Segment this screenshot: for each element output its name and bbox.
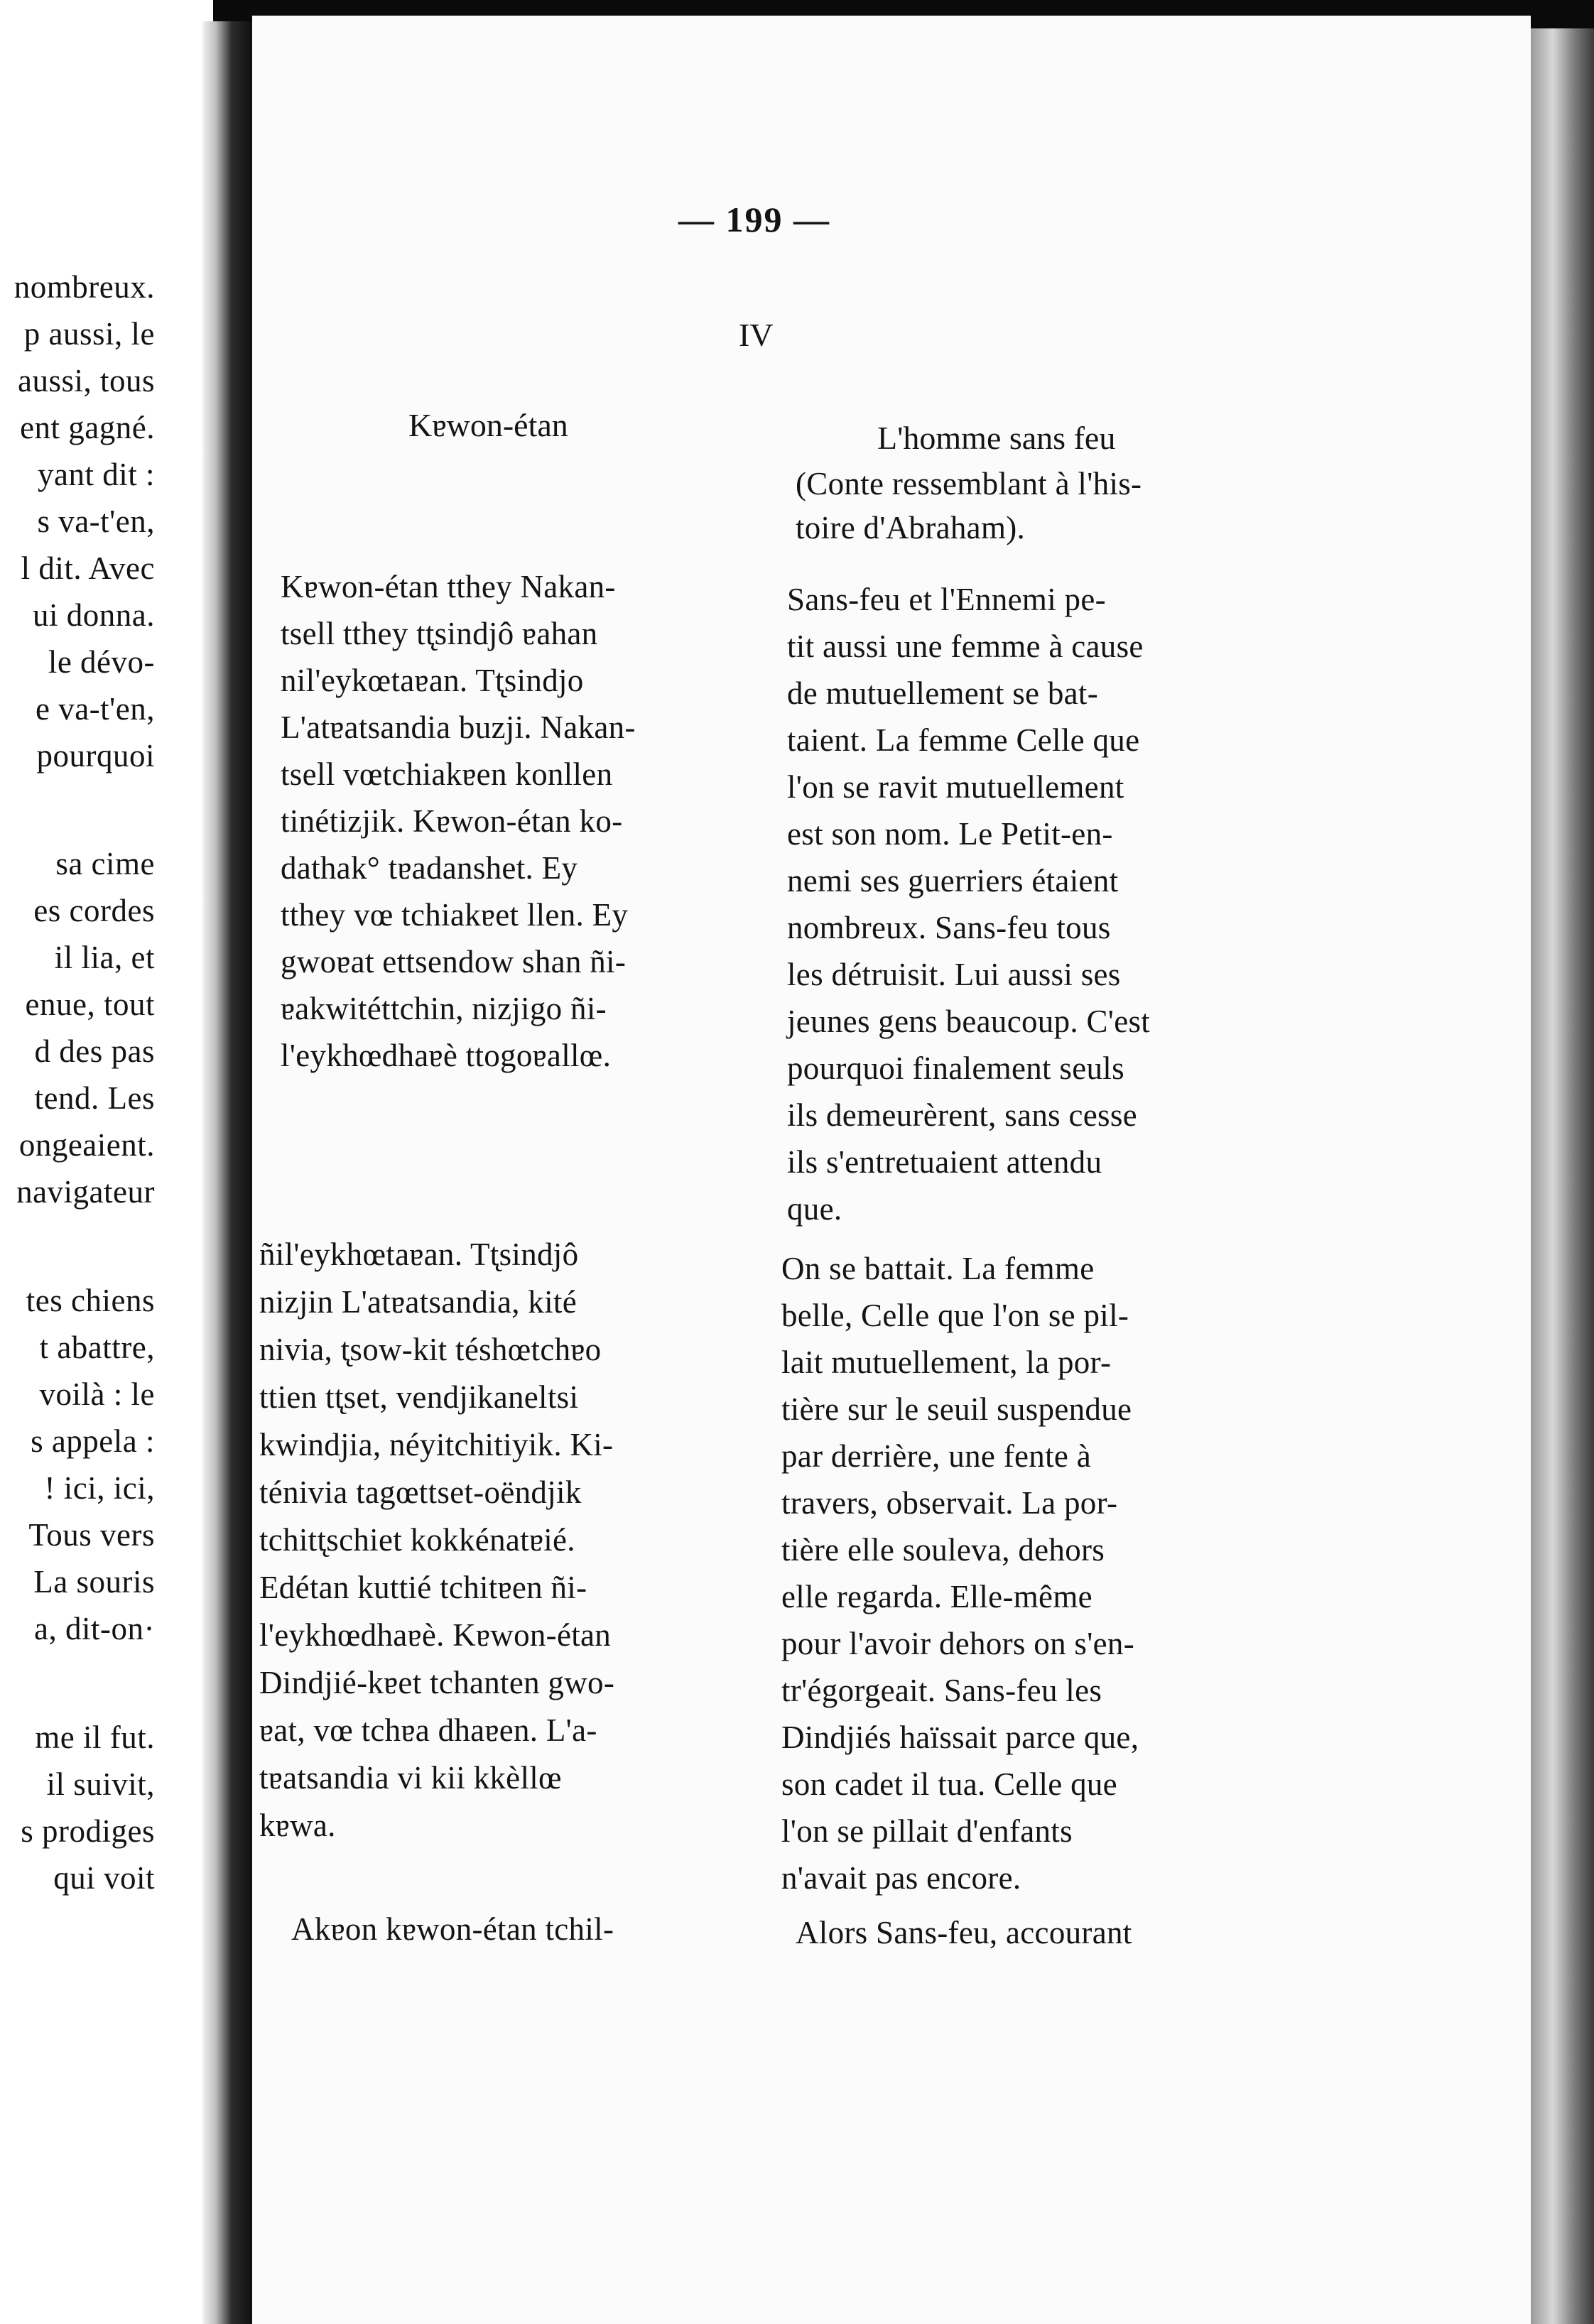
left-page-line: e va-t'en, (35, 691, 155, 727)
left-column-line: Kɐwon-étan tthey Nakan- (281, 569, 616, 604)
left-page-line: a, dit-on· (34, 1611, 155, 1646)
left-column-line: Edétan kuttié tchitɐen ñi- (259, 1570, 587, 1605)
left-column-line: ɐakwitéttchin, nizjigo ñi- (281, 991, 607, 1026)
left-page-line: ent gagné. (20, 410, 155, 445)
left-page-line: ui donna. (33, 597, 155, 633)
left-column-line: nivia, t̨sow-kit téshœtchɐo (259, 1332, 602, 1367)
right-column-line: pour l'avoir dehors on s'en- (781, 1626, 1135, 1661)
right-column-subtitle-line: (Conte ressemblant à l'his- (796, 466, 1142, 501)
right-column-line: travers, observait. La por- (781, 1485, 1118, 1521)
right-column-line: elle regarda. Elle-même (781, 1579, 1093, 1614)
left-page-line: s appela : (31, 1423, 155, 1459)
left-page-line: l dit. Avec (21, 550, 155, 586)
left-column-line: nil'eykœtaɐan. Tt̨sindjo (281, 663, 584, 698)
left-page-line: le dévo- (48, 644, 155, 680)
right-column-line: tit aussi une femme à cause (787, 629, 1144, 664)
right-column-line: lait mutuellement, la por- (781, 1345, 1112, 1380)
right-column-line: l'on se pillait d'enfants (781, 1813, 1073, 1849)
right-column-line: Alors Sans-feu, accourant (796, 1915, 1132, 1950)
left-column-line: ɐat, vœ tchɐa dhaɐen. L'a- (259, 1712, 597, 1748)
left-column-line: ténivia tagœttset-oëndjik (259, 1475, 582, 1510)
page-edge (1531, 28, 1594, 2324)
left-page-line: navigateur (16, 1174, 155, 1210)
left-page-line: sa cime (55, 846, 155, 881)
right-column-line: son cadet il tua. Celle que (781, 1766, 1117, 1802)
left-page-line: ! ici, ici, (44, 1470, 155, 1506)
right-column-title: L'homme sans feu (877, 420, 1116, 456)
left-column-line: tsell vœtchiakɐen konllen (281, 756, 613, 792)
left-page-line: il lia, et (54, 940, 155, 975)
left-page-line: nombreux. (13, 269, 155, 305)
left-column-line: L'atɐatsandia buzji. Nakan- (281, 710, 636, 745)
left-page-line: s va-t'en, (37, 504, 155, 539)
left-column-line: ttien tt̨set, vendjikaneltsi (259, 1379, 579, 1415)
right-column-line: n'avait pas encore. (781, 1860, 1021, 1896)
section-numeral: IV (739, 317, 774, 353)
left-column-line: gwoɐat ettsendow shan ñi- (281, 944, 627, 979)
right-column-line: jeunes gens beaucoup. C'est (787, 1004, 1151, 1039)
left-column-line: tthey vœ tchiakɐet llen. Ey (281, 897, 629, 933)
right-column-line: belle, Celle que l'on se pil- (781, 1298, 1129, 1333)
left-page-line: es cordes (33, 893, 155, 928)
right-column-line: nemi ses guerriers étaient (787, 863, 1119, 898)
left-page-line: d des pas (34, 1033, 155, 1069)
right-column-line: les détruisit. Lui aussi ses (787, 957, 1121, 992)
left-page (0, 0, 213, 2324)
page-number: — 199 — (678, 200, 830, 239)
right-column-line: ils s'entretuaient attendu (787, 1144, 1102, 1180)
left-column-line: kwindjia, néyitchitiyik. Ki- (259, 1427, 614, 1462)
right-column-line: pourquoi finalement seuls (787, 1050, 1124, 1086)
left-column-line: Akɐon kɐwon-étan tchil- (291, 1911, 614, 1947)
left-page-line: aussi, tous (17, 363, 155, 398)
left-column-line: nizjin L'atɐatsandia, kité (259, 1284, 577, 1320)
left-page-line: me il fut. (35, 1720, 155, 1755)
left-page-line: il suivit, (46, 1766, 155, 1802)
left-column-line: l'eykhœdhaɐè. Kɐwon-étan (259, 1617, 612, 1653)
right-column-line: tr'égorgeait. Sans-feu les (781, 1673, 1102, 1708)
right-column-line: que. (787, 1191, 842, 1227)
left-page-line: s prodiges (21, 1813, 155, 1849)
left-page-line: tes chiens (26, 1283, 155, 1318)
left-column-line: tinétizjik. Kɐwon-étan ko- (281, 803, 623, 839)
right-column-line: nombreux. Sans-feu tous (787, 910, 1111, 945)
left-page-line: tend. Les (34, 1080, 155, 1116)
right-column-line: On se battait. La femme (781, 1251, 1095, 1286)
left-column-title: Kɐwon-étan (408, 407, 568, 443)
right-column-line: tière sur le seuil suspendue (781, 1391, 1132, 1427)
left-page-line: p aussi, le (23, 316, 155, 352)
left-column-line: tchitt̨schiet kokkénatɐié. (259, 1522, 575, 1558)
right-column-line: est son nom. Le Petit-en- (787, 816, 1113, 852)
left-page-line: yant dit : (38, 457, 155, 492)
right-column-line: taient. La femme Celle que (787, 722, 1140, 758)
left-column-line: kɐwa. (259, 1808, 336, 1843)
left-page-line: pourquoi (36, 738, 155, 773)
right-column-line: par derrière, une fente à (781, 1438, 1091, 1474)
left-page-line: La souris (33, 1564, 155, 1600)
right-column-line: Sans-feu et l'Ennemi pe- (787, 582, 1106, 617)
left-column-line: tsell tthey tt̨sindjô ɐahan (281, 616, 598, 651)
left-column-line: tɐatsandia vi kii kkèllœ (259, 1760, 562, 1796)
right-column-line: de mutuellement se bat- (787, 675, 1099, 711)
left-column-line: ñil'eykhœtaɐan. Tt̨sindjô (259, 1237, 579, 1272)
right-column-subtitle-line: toire d'Abraham). (796, 510, 1026, 545)
left-page-line: voilà : le (39, 1377, 155, 1412)
left-column-line: dathak° tɐadanshet. Ey (281, 850, 578, 886)
left-page-line: Tous vers (28, 1517, 155, 1553)
left-page-line: ongeaient. (18, 1127, 155, 1163)
left-page-line: qui voit (53, 1860, 155, 1896)
left-column-line: l'eykhœdhaɐè ttogoɐallœ. (281, 1038, 612, 1073)
book-gutter (202, 21, 256, 2324)
left-page-line: t abattre, (39, 1330, 155, 1365)
left-page-line: enue, tout (25, 987, 155, 1022)
left-column-line: Dindjié-kɐet tchanten gwo- (259, 1665, 615, 1700)
right-column-line: ils demeurèrent, sans cesse (787, 1097, 1137, 1133)
right-column-line: tière elle souleva, dehors (781, 1532, 1105, 1568)
right-column-line: Dindjiés haïssait parce que, (781, 1720, 1139, 1755)
right-column-line: l'on se ravit mutuellement (787, 769, 1124, 805)
